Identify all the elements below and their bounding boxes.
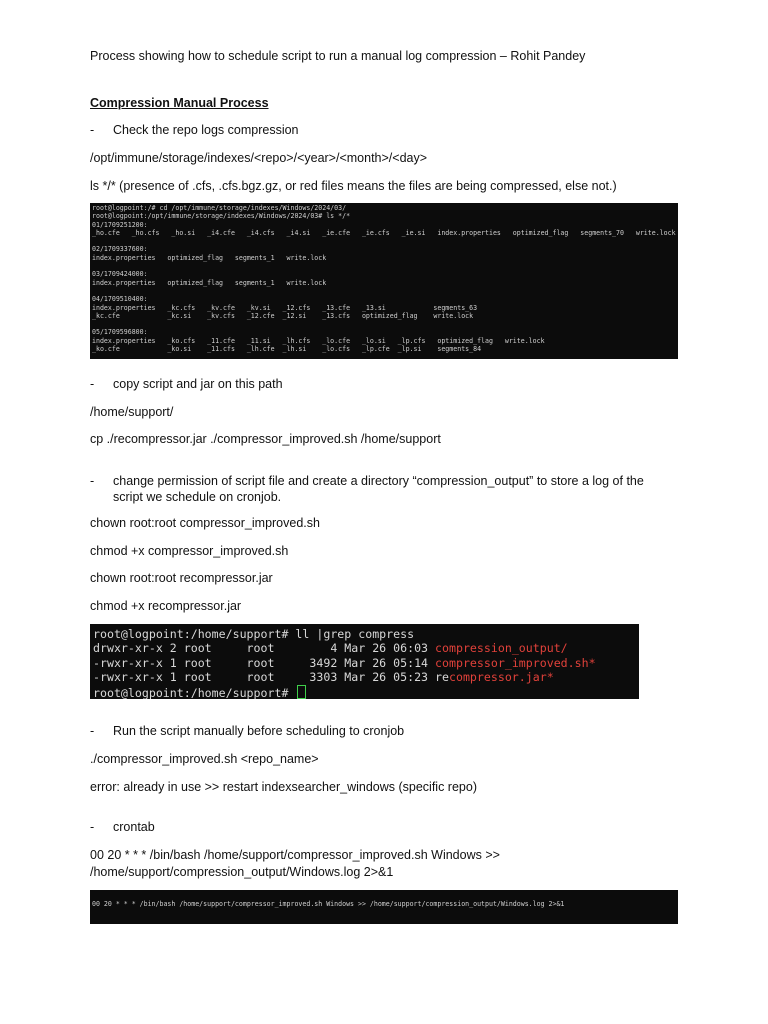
terminal-line: -rwxr-xr-x 1 root root 3492 Mar 26 05:14 compressor_improved.sh*: [93, 655, 596, 670]
terminal-prompt-line: root@logpoint:/home/support#: [93, 685, 636, 699]
cursor-icon: [297, 685, 306, 699]
terminal-ls-output: [90, 203, 678, 359]
terminal-line: index.properties _kc.cfs _kv.cfe _kv.si _12.cfs _13.cfe _13.si segments_63: [92, 303, 478, 312]
terminal-line: 03/1709424000:: [92, 270, 148, 279]
terminal-line: 01/1709251200:: [92, 220, 148, 229]
section-heading: Compression Manual Process: [90, 96, 269, 110]
terminal-line: index.properties optimized_flag segments_1 write.lock: [92, 278, 327, 287]
terminal-line: drwxr-xr-x 2 root root 4 Mar 26 06:03 compression_output/: [93, 641, 568, 656]
bullet-text: copy script and jar on this path: [113, 377, 283, 391]
terminal-line: [92, 262, 676, 270]
ls-command: ls */* (presence of .cfs, .cfs.bgz.gz, or red files means the files are being compressed, else not.): [90, 179, 617, 193]
error-note: error: already in use >> restart indexsearcher_windows (specific repo): [90, 780, 477, 794]
terminal-line: 00 20 * * * /bin/bash /home/support/compressor_improved.sh Windows >> /home/support/compression_output/Windows.log 2>&1: [92, 900, 565, 908]
bullet-text-line1: change permission of script file and create a directory “compression_output” to store a log of the: [113, 474, 644, 488]
chmod-script-command: chmod +x compressor_improved.sh: [90, 544, 289, 558]
terminal-line: -rwxr-xr-x 1 root root 3303 Mar 26 05:23 recompressor.jar*: [93, 670, 554, 685]
terminal-crontab-output: [90, 890, 678, 924]
run-command: ./compressor_improved.sh <repo_name>: [90, 752, 319, 766]
terminal-line: 02/1709337600:: [92, 245, 148, 254]
terminal-line: root@logpoint:/home/support# ll |grep compress: [93, 627, 415, 641]
terminal-line: [92, 237, 676, 245]
bullet-dash: -: [90, 820, 95, 834]
cron-entry-line1: 00 20 * * * /bin/bash /home/support/compressor_improved.sh Windows >>: [90, 848, 500, 862]
terminal-line: [92, 287, 676, 295]
support-path: /home/support/: [90, 405, 174, 419]
terminal-line: index.properties optimized_flag segments_1 write.lock: [92, 253, 327, 262]
terminal-line: root@logpoint:/# cd /opt/immune/storage/indexes/Windows/2024/03/: [92, 204, 347, 212]
terminal-ll-output: [90, 624, 639, 699]
chown-script-command: chown root:root compressor_improved.sh: [90, 516, 320, 530]
bullet-dash: -: [90, 724, 95, 738]
bullet-dash: -: [90, 377, 95, 391]
bullet-text-line2: script we schedule on cronjob.: [113, 490, 282, 504]
terminal-line: 04/1709510400:: [92, 295, 148, 304]
bullet-dash: -: [90, 474, 95, 488]
bullet-text: crontab: [113, 820, 155, 834]
terminal-line: _kc.cfe _kc.si _kv.cfs _12.cfe _12.si _13.cfs optimized_flag write.lock: [92, 311, 474, 320]
terminal-line: 05/1709596800:: [92, 328, 148, 337]
terminal-line: root@logpoint:/opt/immune/storage/indexes/Windows/2024/03# ls */*: [92, 212, 351, 221]
chmod-jar-command: chmod +x recompressor.jar: [90, 599, 242, 613]
terminal-line: [92, 320, 676, 328]
bullet-dash: -: [90, 123, 95, 137]
bullet-text: Check the repo logs compression: [113, 123, 299, 137]
terminal-line: _ho.cfe _ho.cfs _ho.si _i4.cfe _i4.cfs _i4.si _ie.cfe _ie.cfs _ie.si index.properties optimized_flag segments_70 write.lock: [92, 228, 676, 237]
terminal-line: _ko.cfe _ko.si _11.cfs _lh.cfe _lh.si _lo.cfs _lp.cfe _lp.si segments_84: [92, 345, 482, 354]
chown-jar-command: chown root:root recompressor.jar: [90, 571, 273, 585]
bullet-text: Run the script manually before scheduling to cronjob: [113, 724, 405, 738]
terminal-line: index.properties _ko.cfs _11.cfe _11.si _lh.cfs _lo.cfe _lo.si _lp.cfs optimized_flag write.lock: [92, 336, 545, 345]
cp-command: cp ./recompressor.jar ./compressor_improved.sh /home/support: [90, 432, 441, 446]
document-title: Process showing how to schedule script to run a manual log compression – Rohit Pandey: [90, 49, 586, 63]
cron-entry-line2: /home/support/compression_output/Windows.log 2>&1: [90, 865, 394, 879]
repo-path: /opt/immune/storage/indexes/<repo>/<year>/<month>/<day>: [90, 151, 428, 165]
